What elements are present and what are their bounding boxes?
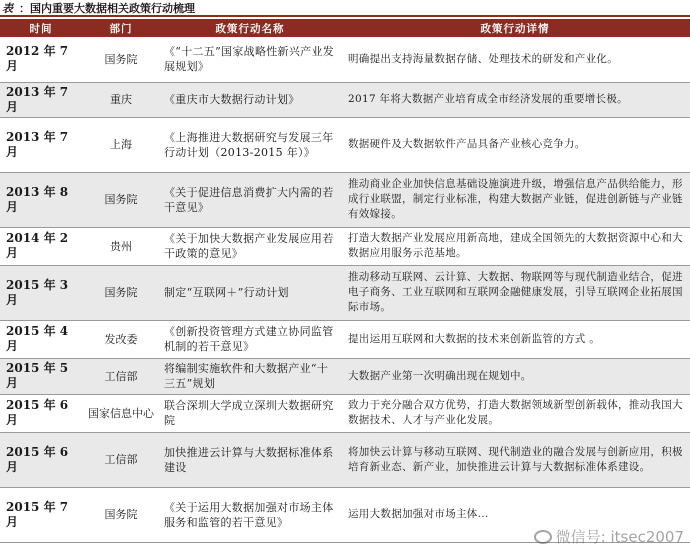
table-row [0, 320, 690, 358]
caption-title: ：国内重要大数据相关政策行动梳理 [19, 2, 195, 15]
watermark [534, 526, 684, 547]
cell-dept: 工信部 [82, 358, 160, 394]
table-row [0, 358, 690, 394]
cell-name: 《关于促进信息消费扩大内需的若干意见》 [160, 172, 340, 227]
cell-detail: 推动商业企业加快信息基础设施演进升级，增强信息产品供给能力，形成行业联盟，制定行业标准，构建大数据产业链，促进创新链与产业链有效嫁接。 [340, 172, 690, 227]
cell-name: 《上海推进大数据研究与发展三年行动计划（2013-2015 年）》 [160, 117, 340, 172]
cell-detail: 运用大数据加强对市场主体... [340, 487, 690, 542]
header-dept: 部门 [82, 19, 160, 37]
cell-detail: 致力于充分融合双方优势，打造大数据领域新型创新载体，推动我国大数据技术、人才与产业化发展。 [340, 394, 690, 432]
policy-table [0, 19, 690, 543]
cell-name: 《关于加快大数据产业发展应用若干政策的意见》 [160, 227, 340, 265]
cell-name: 加快推进云计算与大数据标准体系建设 [160, 432, 340, 487]
cell-detail: 将加快云计算与移动互联网、现代制造业的融合发展与创新应用，积极培育新业态、新产业，加快推进云计算与大数据标准体系建设。 [340, 432, 690, 487]
cell-dept: 国家信息中心 [82, 394, 160, 432]
cell-time: 2013 年 7 月 [0, 82, 82, 117]
header-detail: 政策行动详情 [340, 19, 690, 37]
cell-detail: 2017 年将大数据产业培育成全市经济发展的重要增长极。 [340, 82, 690, 117]
cell-dept: 上海 [82, 117, 160, 172]
cell-time: 2015 年 6 月 [0, 432, 82, 487]
cell-time: 2015 年 5 月 [0, 358, 82, 394]
cell-dept: 工信部 [82, 432, 160, 487]
cell-time: 2015 年 7月 [0, 487, 82, 542]
cell-detail: 推动移动互联网、云计算、大数据、物联网等与现代制造业结合，促进电子商务、工业互联网和互联网金融健康发展，引导互联网企业拓展国际市场。 [340, 265, 690, 320]
cell-detail: 明确提出支持海量数据存储、处理技术的研发和产业化。 [340, 37, 690, 82]
table-row [0, 227, 690, 265]
header-row [0, 19, 690, 37]
table-row [0, 265, 690, 320]
cell-time: 2015 年 4 月 [0, 320, 82, 358]
cell-name: 制定“互联网＋”行动计划 [160, 265, 340, 320]
cell-time: 2013 年 8 月 [0, 172, 82, 227]
header-time: 时间 [0, 19, 82, 37]
cell-dept: 国务院 [82, 172, 160, 227]
cell-name: 《创新投资管理方式建立协同监管机制的若干意见》 [160, 320, 340, 358]
cell-time: 2015 年 6 月 [0, 394, 82, 432]
cell-dept: 国务院 [82, 265, 160, 320]
header-name: 政策行动名称 [160, 19, 340, 37]
cell-name: 《重庆市大数据行动计划》 [160, 82, 340, 117]
cell-time: 2014 年 2 月 [0, 227, 82, 265]
table-row [0, 172, 690, 227]
watermark-text: 微信号: itsec2007 [555, 528, 684, 546]
cell-dept: 国务院 [82, 487, 160, 542]
cell-name: 《“十二五”国家战略性新兴产业发展规划》 [160, 37, 340, 82]
cell-dept: 发改委 [82, 320, 160, 358]
wechat-icon [534, 530, 552, 544]
table-caption [0, 0, 690, 17]
table-row [0, 394, 690, 432]
cell-dept: 贵州 [82, 227, 160, 265]
cell-detail: 打造大数据产业发展应用新高地，建成全国领先的大数据资源中心和大数据应用服务示范基地。 [340, 227, 690, 265]
cell-time: 2012 年 7 月 [0, 37, 82, 82]
cell-name: 《关于运用大数据加强对市场主体服务和监管的若干意见》 [160, 487, 340, 542]
table-row [0, 82, 690, 117]
cell-name: 将编制实施软件和大数据产业“十三五”规划 [160, 358, 340, 394]
table-row [0, 117, 690, 172]
cell-time: 2013 年 7 月 [0, 117, 82, 172]
cell-detail: 提出运用互联网和大数据的技术来创新监管的方式 。 [340, 320, 690, 358]
cell-detail: 数据硬件及大数据软件产品具备产业核心竞争力。 [340, 117, 690, 172]
table-row [0, 37, 690, 82]
table-row [0, 432, 690, 487]
cell-dept: 重庆 [82, 82, 160, 117]
caption-label: 表 [2, 2, 13, 15]
cell-name: 联合深圳大学成立深圳大数据研究院 [160, 394, 340, 432]
cell-dept: 国务院 [82, 37, 160, 82]
cell-time: 2015 年 3 月 [0, 265, 82, 320]
cell-detail: 大数据产业第一次明确出现在规划中。 [340, 358, 690, 394]
